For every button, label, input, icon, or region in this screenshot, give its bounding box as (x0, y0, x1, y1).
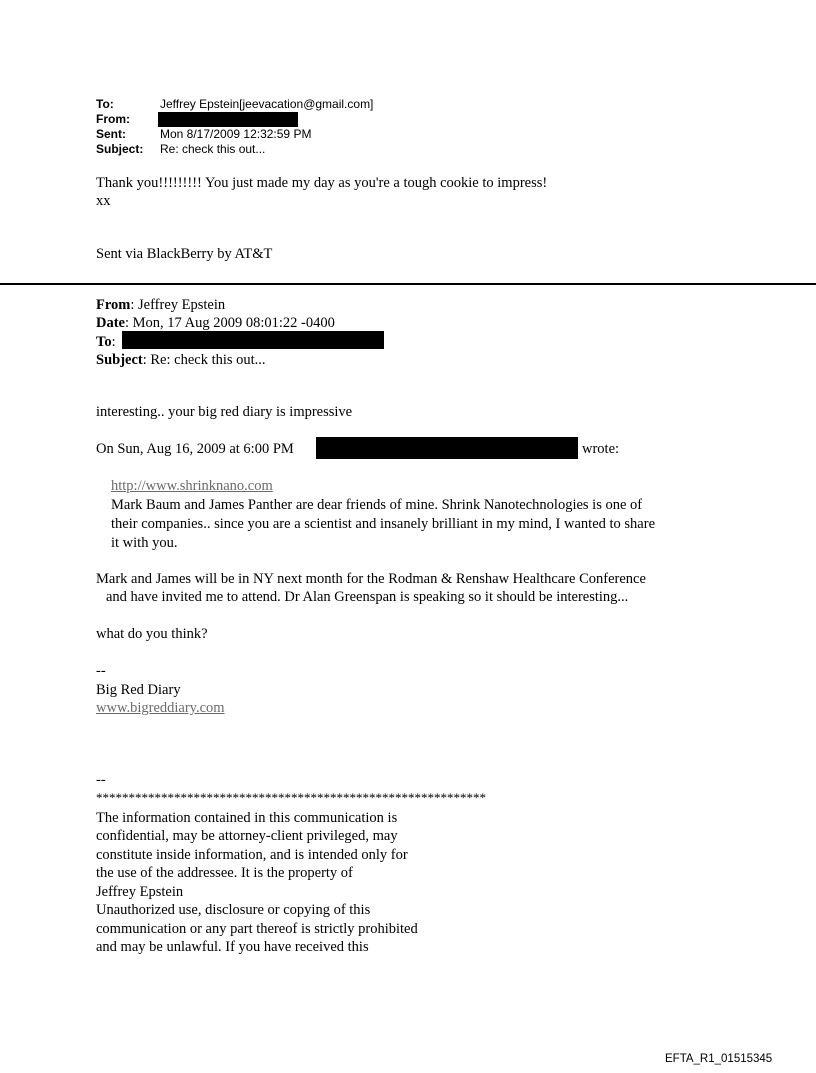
original-para1-line2: their companies.. since you are a scientist and insanely brilliant in my mind, I wanted to share (111, 516, 656, 532)
quoted-date: Date: Mon, 17 Aug 2009 08:01:22 -0400 (96, 315, 335, 331)
shrinknano-link[interactable]: http://www.shrinknano.com (111, 478, 273, 494)
original-para2-line2: and have invited me to attend. Dr Alan Greenspan is speaking so it should be interesting... (106, 589, 629, 605)
disclaimer-line: The information contained in this communication is (96, 810, 398, 826)
disclaimer-line: constitute inside information, and is intended only for (96, 847, 408, 863)
on-wrote-suffix: wrote: (582, 441, 620, 457)
quoted-from: From: Jeffrey Epstein (96, 297, 226, 313)
redaction-bar (158, 112, 298, 127)
disclaimer-line: confidential, may be attorney-client privileged, may (96, 828, 398, 844)
original-question: what do you think? (96, 626, 208, 642)
sent-value: Mon 8/17/2009 12:32:59 PM (160, 127, 312, 141)
sent-label: Sent: (96, 127, 126, 141)
disclaimer-dash: -- (96, 772, 106, 788)
subject-label: Subject: (96, 142, 144, 156)
redaction-bar (316, 437, 578, 459)
signature-dash: -- (96, 663, 106, 679)
quoted-body: interesting.. your big red diary is impressive (96, 404, 353, 420)
disclaimer-line: communication or any part thereof is strictly prohibited (96, 921, 418, 937)
original-para1-line3: it with you. (111, 535, 178, 551)
reply-signature: Sent via BlackBerry by AT&T (96, 246, 273, 262)
disclaimer-line: and may be unlawful. If you have received this (96, 939, 369, 955)
quoted-subject: Subject: Re: check this out... (96, 352, 266, 368)
divider-line (0, 283, 816, 285)
document-id: EFTA_R1_01515345 (665, 1053, 773, 1065)
disclaimer-line: Jeffrey Epstein (96, 884, 184, 900)
redaction-bar (122, 331, 384, 349)
disclaimer-stars: ************************************************************ (96, 790, 486, 805)
original-para1-line1: Mark Baum and James Panther are dear friends of mine. Shrink Nanotechnologies is one of (111, 497, 643, 513)
signature-name: Big Red Diary (96, 682, 181, 698)
reply-line-1: Thank you!!!!!!!!! You just made my day as you're a tough cookie to impress! (96, 175, 548, 191)
quoted-to: To: (96, 334, 116, 350)
original-para2-line1: Mark and James will be in NY next month for the Rodman & Renshaw Healthcare Conference (96, 571, 646, 587)
to-label: To: (96, 97, 114, 111)
disclaimer-line: Unauthorized use, disclosure or copying of this (96, 902, 371, 918)
on-wrote-prefix: On Sun, Aug 16, 2009 at 6:00 PM (96, 441, 294, 457)
from-label: From: (96, 112, 130, 126)
subject-value: Re: check this out... (160, 142, 266, 156)
reply-line-2: xx (96, 193, 111, 209)
to-value: Jeffrey Epstein[jeevacation@gmail.com] (160, 97, 374, 111)
bigreddiary-link[interactable]: www.bigreddiary.com (96, 700, 225, 716)
disclaimer-line: the use of the addressee. It is the property of (96, 865, 353, 881)
